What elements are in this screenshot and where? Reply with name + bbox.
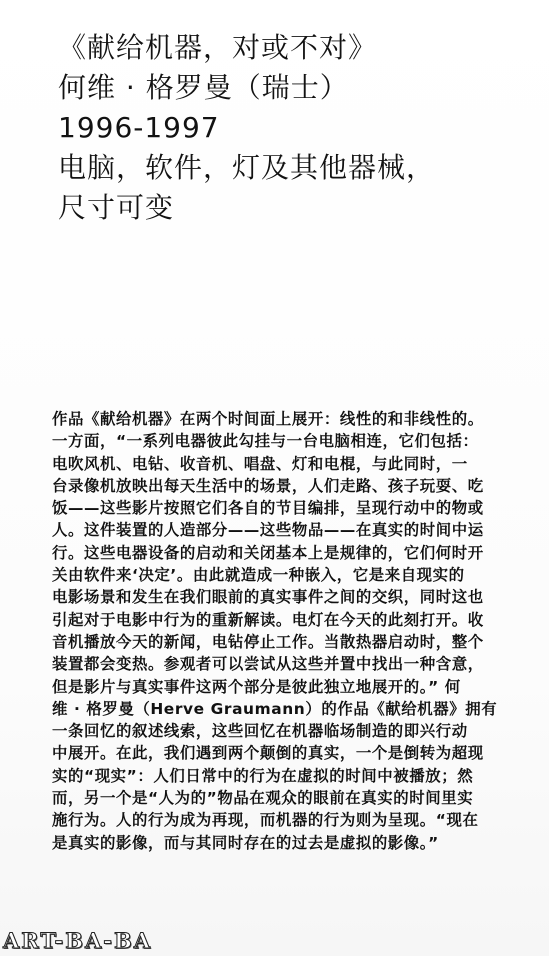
artwork-description	[52, 408, 530, 854]
description-line: 音机播放今天的新闻，电钻停止工作。当散热器启动时，整个	[52, 632, 484, 651]
description-line: 但是影片与真实事件这两个部分是彼此独立地展开的。” 何	[52, 677, 461, 696]
description-line: 维 · 格罗曼（Herve Graumann）的作品《献给机器》拥有	[52, 699, 498, 718]
artist-name: 何维 · 格罗曼（瑞士）	[58, 71, 349, 104]
watermark: ART-BA-BA	[3, 928, 153, 953]
medium-line-1: 电脑，软件，灯及其他器械，	[58, 151, 436, 184]
artwork-title: 《献给机器，对或不对》	[58, 31, 378, 64]
description-line: 饭——这些影片按照它们各自的节目编排，呈现行动中的物或	[52, 499, 484, 518]
description-line: 电影场景和发生在我们眼前的真实事件之间的交织，同时这也	[52, 588, 484, 607]
description-line: 实的“现实”：人们日常中的行为在虚拟的时间中被播放；然	[52, 766, 474, 785]
medium-line-2: 尺寸可变	[58, 191, 175, 224]
description-line: 是真实的影像，而与其同时存在的过去是虚拟的影像。”	[52, 833, 439, 852]
description-line: 中展开。在此，我们遇到两个颠倒的真实，一个是倒转为超现	[52, 744, 484, 763]
artwork-years: 1996-1997	[58, 111, 220, 144]
description-line: 一方面，“一系列电器彼此勾挂与一台电脑相连，它们包括：	[52, 432, 479, 451]
label-header	[58, 28, 528, 228]
description-line: 而，另一个是“人为的”物品在观众的眼前在真实的时间里实	[52, 789, 474, 808]
description-line: 一条回忆的叙述线索，这些回忆在机器临场制造的即兴行动	[52, 722, 468, 741]
description-line: 人。这件装置的人造部分——这些物品——在真实的时间中运	[52, 521, 484, 540]
description-line: 台录像机放映出每天生活中的场景，人们走路、孩子玩耍、吃	[52, 476, 484, 495]
description-line: 作品《献给机器》在两个时间面上展开：线性的和非线性的。	[52, 410, 484, 428]
description-line: 施行为。人的行为成为再现，而机器的行为则为呈现。“现在	[52, 811, 479, 830]
description-line: 关由软件来‘决定’。由此就造成一种嵌入，它是来自现实的	[52, 566, 465, 585]
description-line: 行。这些电器设备的启动和关闭基本上是规律的，它们何时开	[52, 543, 484, 562]
description-line: 电吹风机、电钻、收音机、唱盘、灯和电棍，与此同时，一	[52, 454, 468, 473]
description-line: 引起对于电影中行为的重新解读。电灯在今天的此刻打开。收	[52, 610, 484, 629]
description-line: 装置都会变热。参观者可以尝试从这些并置中找出一种含意，	[52, 655, 484, 674]
